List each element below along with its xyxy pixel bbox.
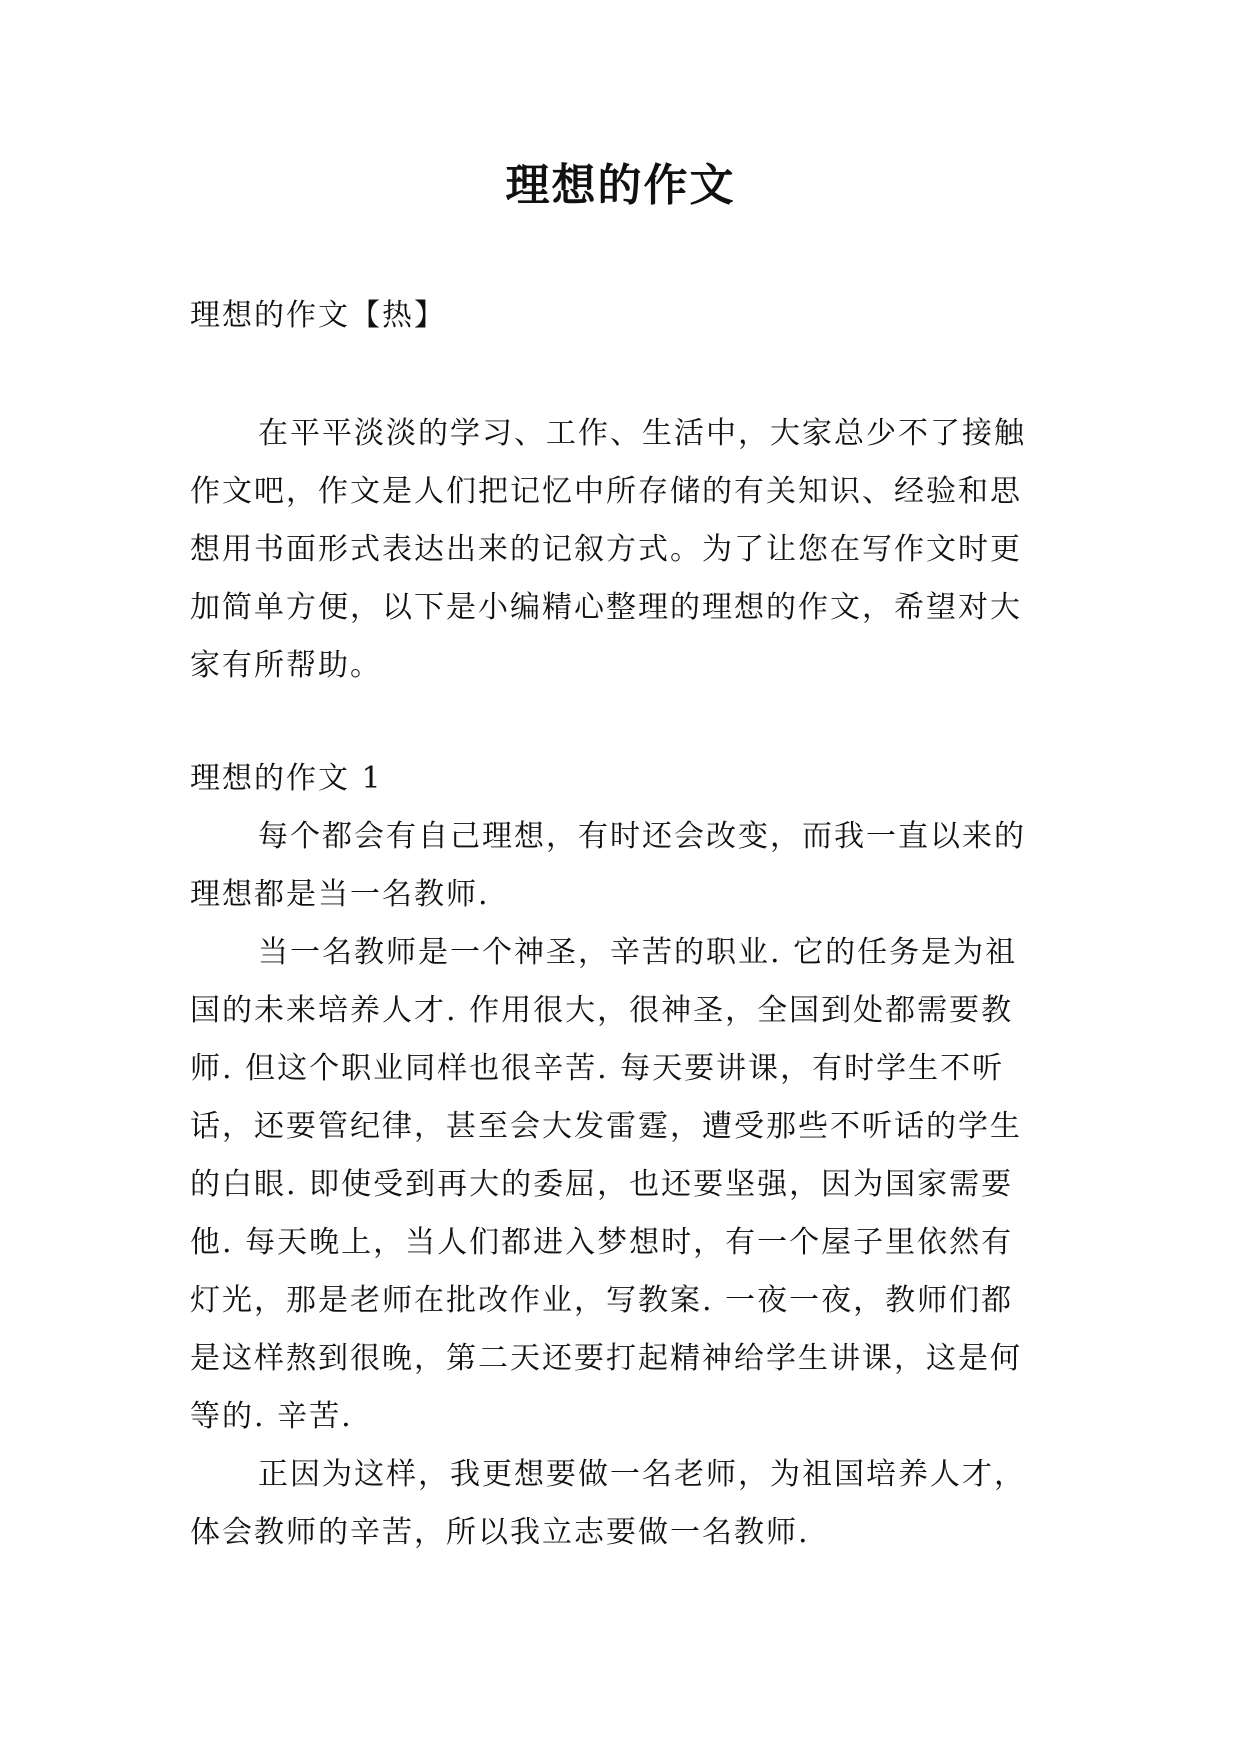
paragraph-line: 当一名教师是一个神圣，辛苦的职业. 它的任务是为祖: [258, 935, 1018, 970]
paragraph-line: 话，还要管纪律，甚至会大发雷霆，遭受那些不听话的学生: [190, 1109, 1022, 1144]
paragraph-3: [190, 1446, 1052, 1562]
paragraph-line: 灯光，那是老师在批改作业，写教案. 一夜一夜，教师们都: [190, 1283, 1014, 1318]
paragraph-line: 正因为这样，我更想要做一名老师，为祖国培养人才，: [258, 1457, 1026, 1492]
paragraph-2: [190, 924, 1052, 1446]
paragraph-line: 等的. 辛苦.: [190, 1399, 353, 1434]
intro-line: 作文吧，作文是人们把记忆中所存储的有关知识、经验和思: [190, 474, 1022, 509]
intro-line: 加简单方便，以下是小编精心整理的理想的作文，希望对大: [190, 590, 1022, 625]
paragraph-line: 的白眼. 即使受到再大的委屈，也还要坚强，因为国家需要: [190, 1167, 1014, 1202]
intro-line: 在平平淡淡的学习、工作、生活中，大家总少不了接触: [258, 416, 1026, 451]
section-heading: 理想的作文 1: [190, 761, 383, 796]
paragraph-1: [190, 808, 1052, 924]
intro-line: 家有所帮助。: [190, 648, 382, 683]
paragraph-line: 是这样熬到很晚，第二天还要打起精神给学生讲课，这是何: [190, 1341, 1022, 1376]
intro-paragraph: [190, 405, 1052, 695]
paragraph-line: 师. 但这个职业同样也很辛苦. 每天要讲课，有时学生不听: [190, 1051, 1005, 1086]
paragraph-line: 体会教师的辛苦，所以我立志要做一名教师.: [190, 1515, 810, 1550]
paragraph-line: 理想都是当一名教师.: [190, 877, 490, 912]
document-subtitle: 理想的作文【热】: [190, 298, 446, 333]
intro-line: 想用书面形式表达出来的记叙方式。为了让您在写作文时更: [190, 532, 1022, 567]
paragraph-line: 国的未来培养人才. 作用很大，很神圣，全国到处都需要教: [190, 993, 1014, 1028]
document-title: 理想的作文: [505, 160, 736, 211]
paragraph-line: 每个都会有自己理想，有时还会改变，而我一直以来的: [258, 819, 1026, 854]
paragraph-line: 他. 每天晚上，当人们都进入梦想时，有一个屋子里依然有: [190, 1225, 1014, 1260]
